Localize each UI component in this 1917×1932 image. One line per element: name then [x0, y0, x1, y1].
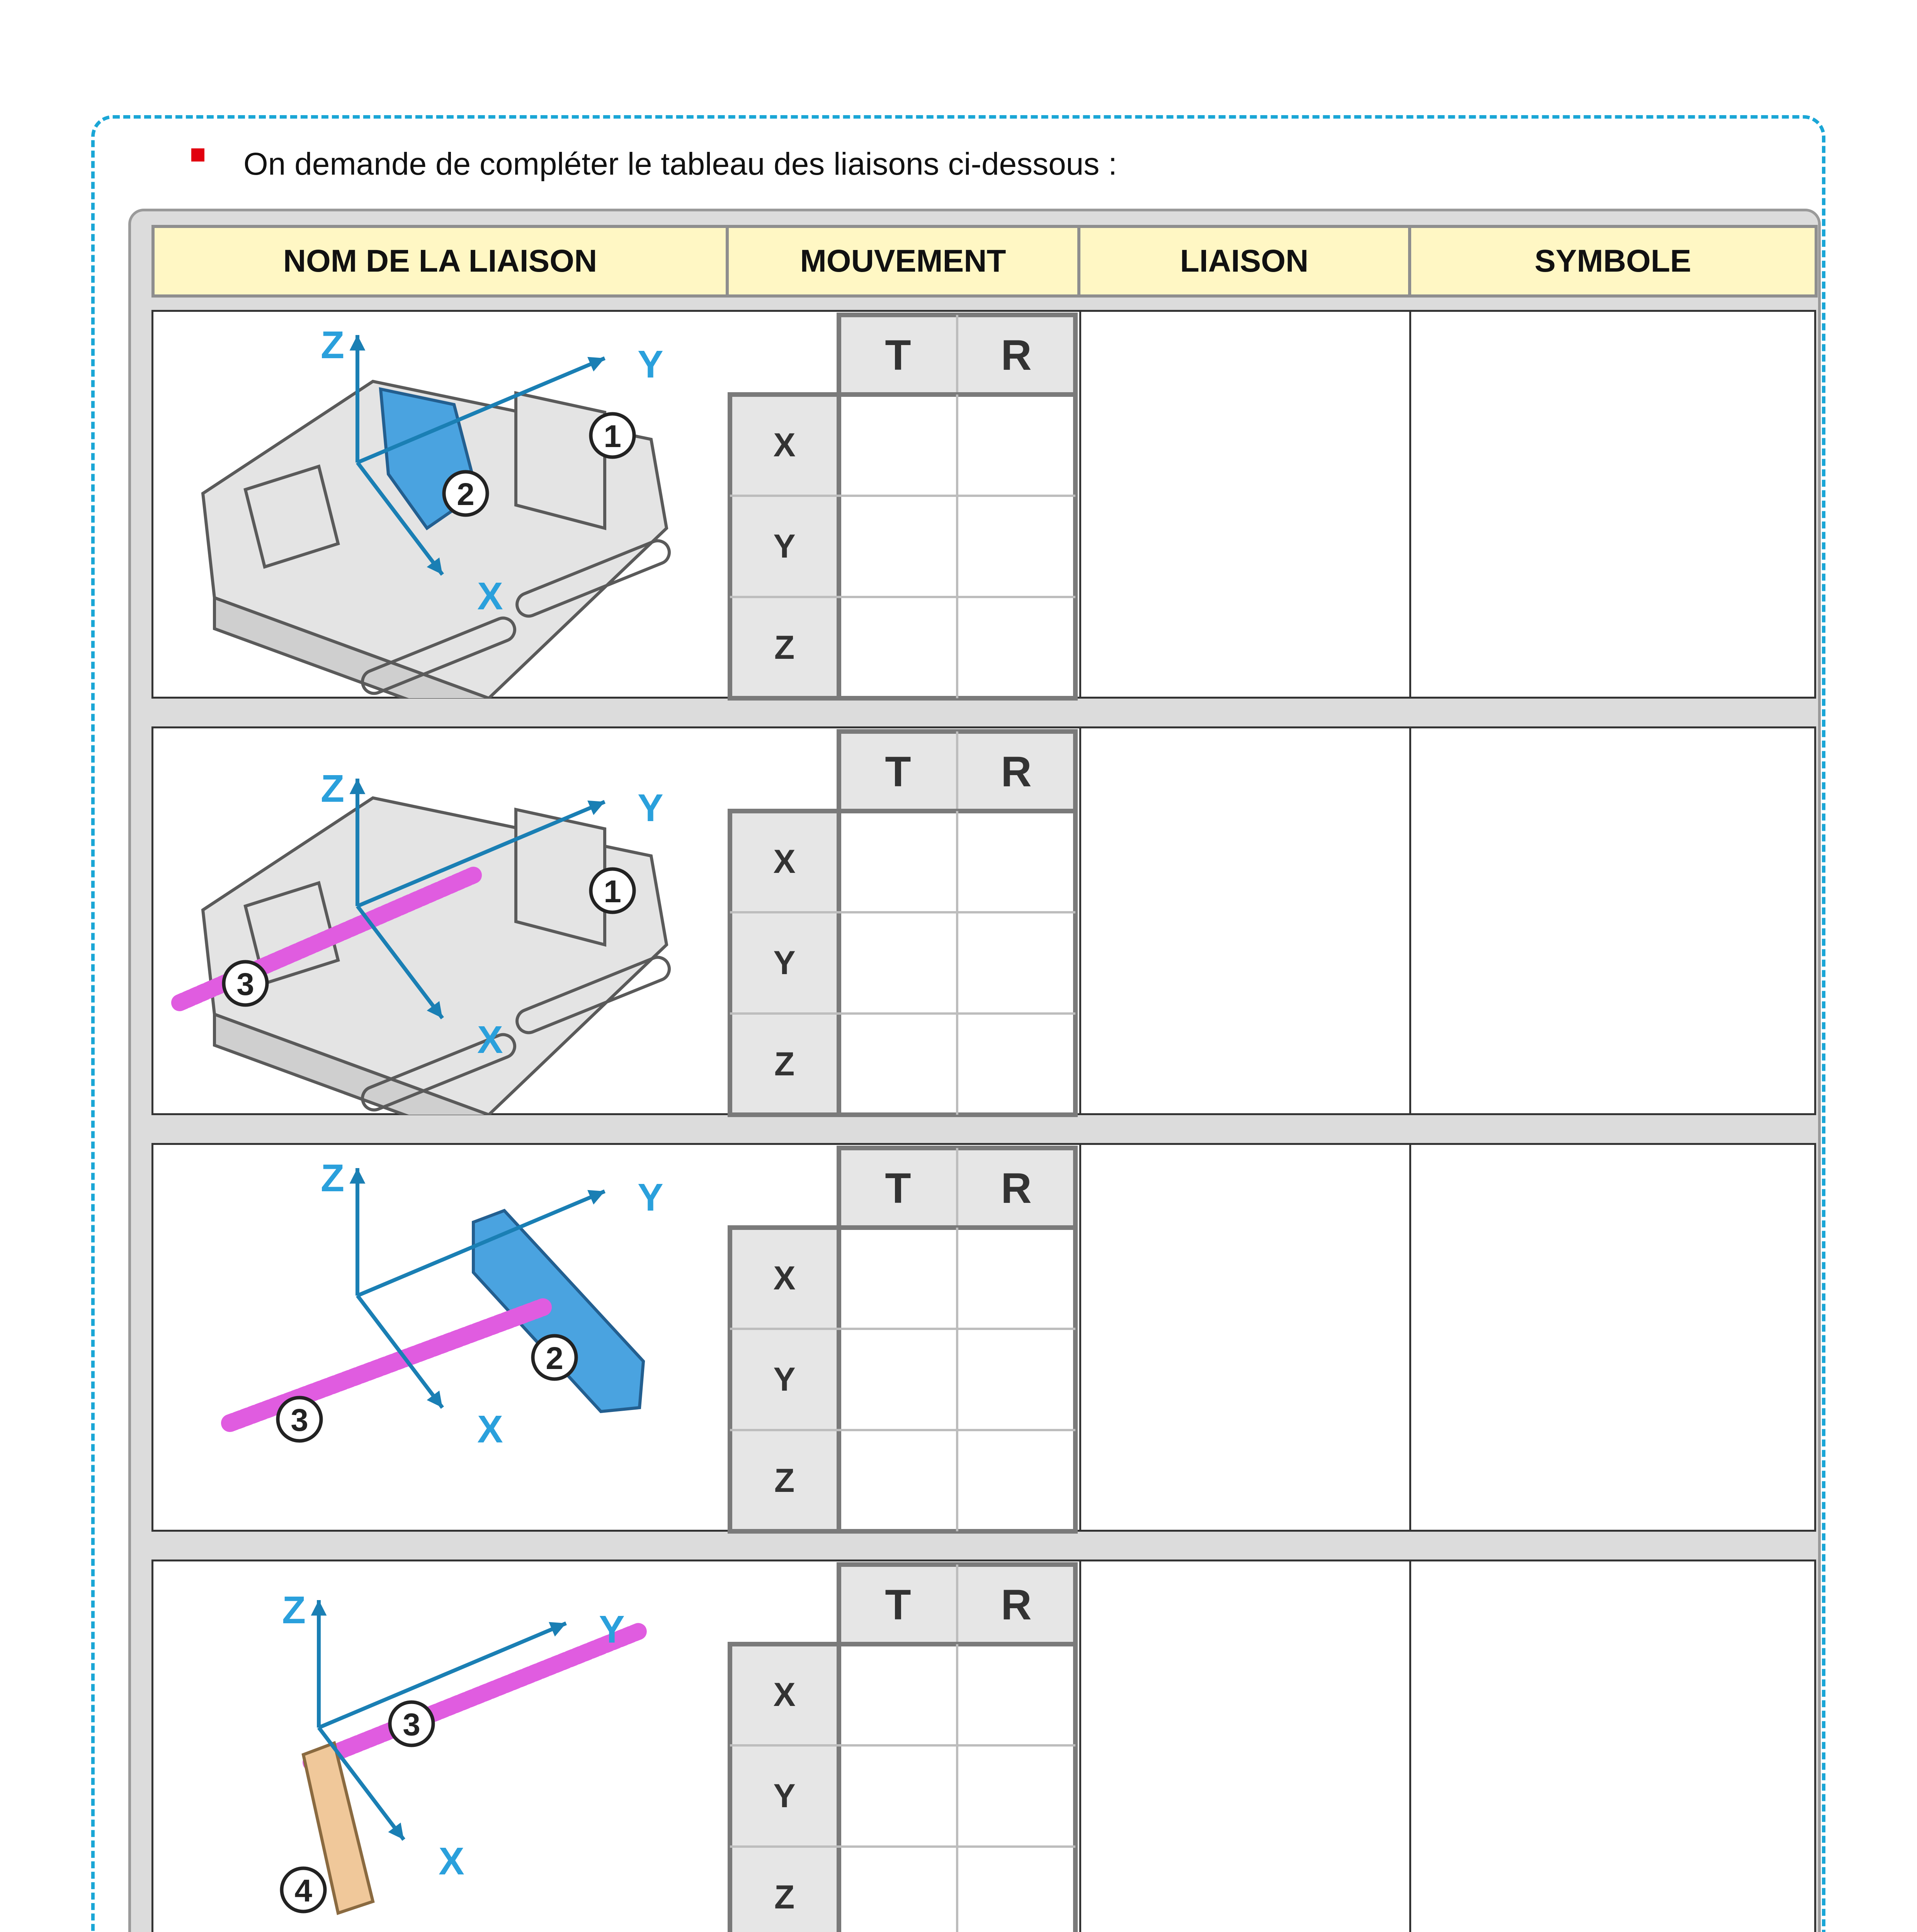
axis-row-label: Z — [774, 1879, 795, 1916]
axis-row-label: Y — [773, 1777, 796, 1815]
svg-text:1: 1 — [604, 874, 621, 909]
svg-text:1: 1 — [604, 419, 621, 454]
header-mouvement: MOUVEMENT — [726, 225, 1080, 298]
header-symbole: SYMBOLE — [1408, 225, 1818, 298]
axis-row-label: Y — [773, 944, 796, 981]
axis-x-label: X — [477, 575, 503, 618]
axis-row-label: X — [773, 1260, 796, 1297]
axis-row-label: Y — [773, 1361, 796, 1398]
svg-text:3: 3 — [236, 967, 254, 1002]
axis-x-label: X — [477, 1018, 503, 1061]
axis-row-label: X — [773, 843, 796, 880]
svg-text:2: 2 — [457, 477, 475, 512]
svg-text:3: 3 — [403, 1707, 420, 1742]
axis-y-label: Y — [599, 1608, 625, 1651]
label-translation: T — [885, 1165, 911, 1212]
label-translation: T — [885, 748, 911, 796]
axis-z-label: Z — [321, 323, 345, 367]
axis-row-label: X — [773, 1676, 796, 1713]
label-rotation: R — [1001, 1581, 1032, 1629]
svg-text:3: 3 — [291, 1403, 308, 1438]
axis-row-label: Y — [773, 528, 796, 565]
axis-x-label: X — [477, 1408, 503, 1451]
axis-row-label: Z — [774, 629, 795, 666]
svg-text:4: 4 — [294, 1873, 312, 1908]
axis-row-label: X — [773, 427, 796, 464]
axis-z-label: Z — [282, 1588, 306, 1632]
axis-y-label: Y — [638, 786, 663, 830]
label-rotation: R — [1001, 332, 1032, 379]
axis-z-label: Z — [321, 767, 345, 810]
axis-y-label: Y — [638, 1176, 663, 1219]
header-nom-liaison: NOM DE LA LIAISON — [151, 225, 729, 298]
label-rotation: R — [1001, 748, 1032, 796]
svg-text:2: 2 — [546, 1341, 563, 1376]
axis-row-label: Z — [774, 1462, 795, 1499]
label-rotation: R — [1001, 1165, 1032, 1212]
label-translation: T — [885, 332, 911, 379]
axis-y-label: Y — [638, 343, 663, 386]
axis-row-label: Z — [774, 1046, 795, 1083]
instruction-table: On demande de compléter le tableau des liaisons ci-dessous : — [243, 146, 1117, 182]
axis-z-label: Z — [321, 1156, 345, 1200]
label-translation: T — [885, 1581, 911, 1629]
header-liaison: LIAISON — [1077, 225, 1411, 298]
axis-x-label: X — [439, 1840, 464, 1883]
